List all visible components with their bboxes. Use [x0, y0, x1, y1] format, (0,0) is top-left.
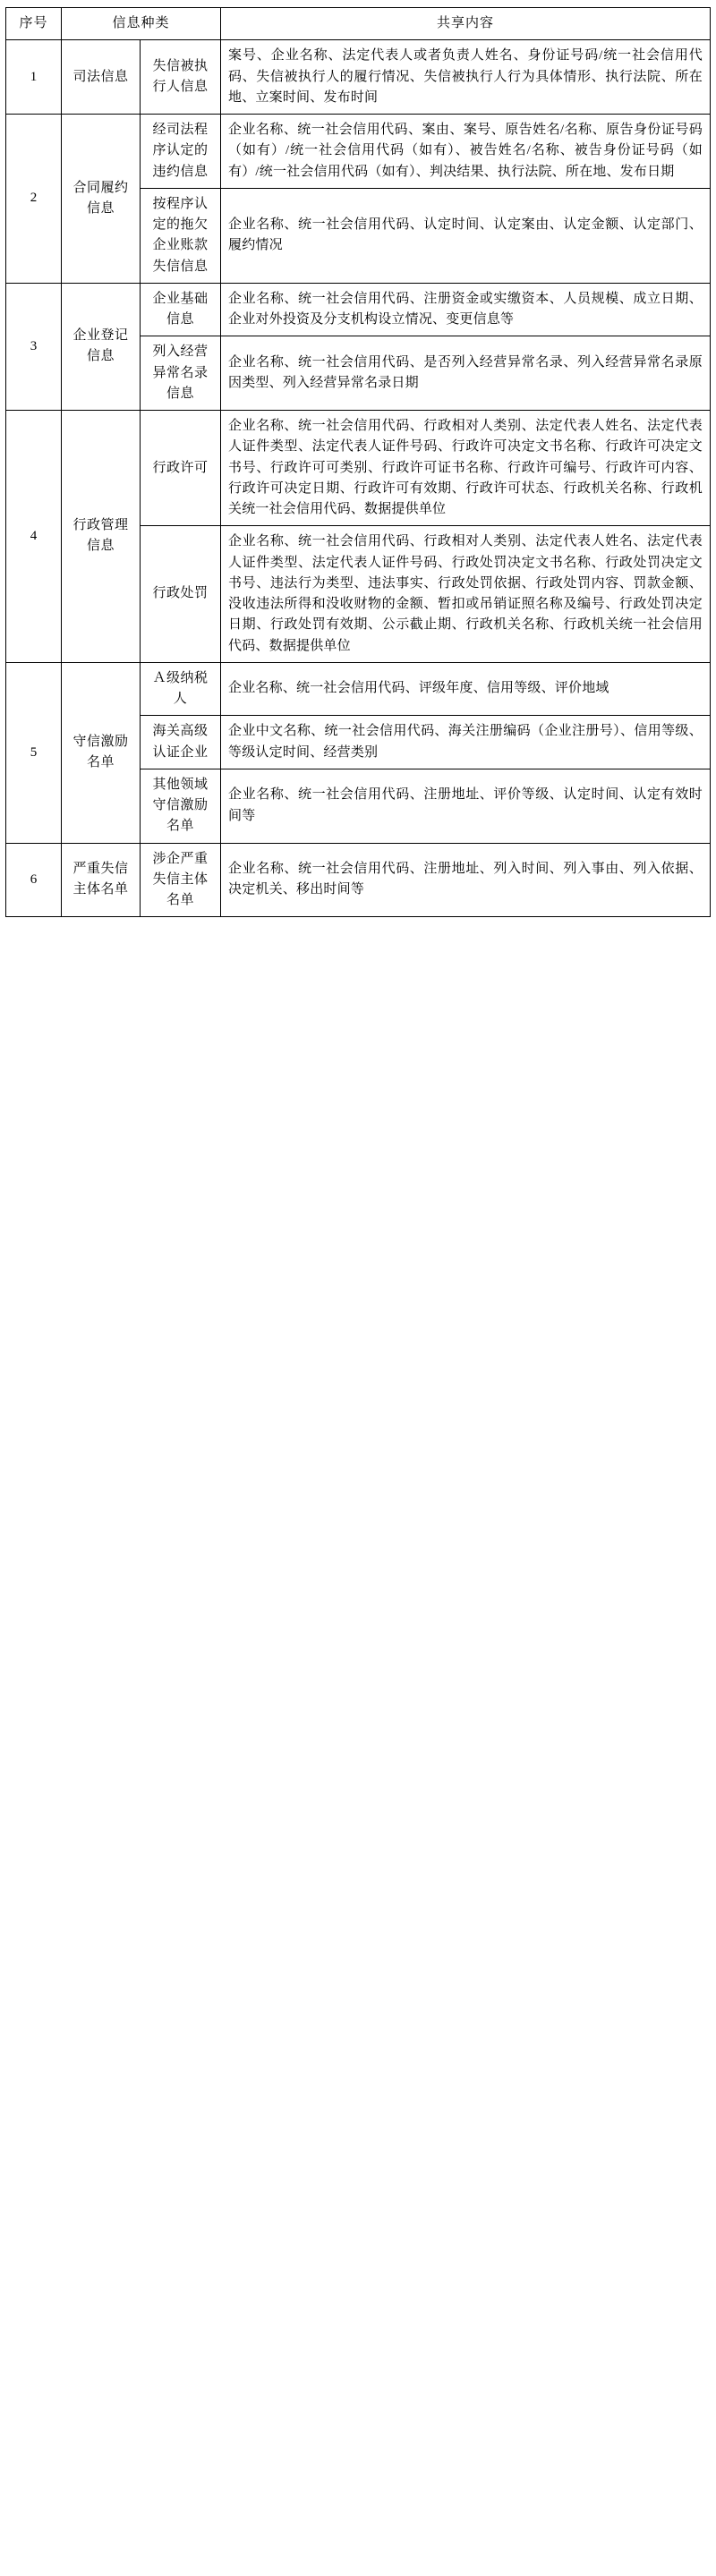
- cell-shared-content: 企业中文名称、统一社会信用代码、海关注册编码（企业注册号）、信用等级、等级认定时间、经营类别: [221, 716, 711, 769]
- table-row: [6, 115, 711, 189]
- cell-information-subtype: 失信被执行人信息: [141, 40, 221, 115]
- cell-information-subtype: 行政处罚: [141, 526, 221, 663]
- cell-shared-content: 企业名称、统一社会信用代码、行政相对人类别、法定代表人姓名、法定代表人证件类型、法定代表人证件号码、行政处罚决定文书名称、行政处罚决定文书号、违法行为类型、违法事实、行政处罚依据、行政处罚内容、罚款金额、没收违法所得和没收财物的金额、暂扣或吊销证照名称及编号、行政处罚决定日期、行政处罚有效期、公示截止期、行政机关名称、行政机关统一社会信用代码、数据提供单位: [221, 526, 711, 663]
- cell-sequence: 1: [6, 40, 62, 115]
- cell-information-subtype: 行政许可: [141, 411, 221, 526]
- cell-information-subtype: Ａ级纳税人: [141, 662, 221, 716]
- column-header-sequence: 序号: [6, 8, 62, 40]
- column-header-shared-content: 共享内容: [221, 8, 711, 40]
- cell-shared-content: 企业名称、统一社会信用代码、评级年度、信用等级、评价地域: [221, 662, 711, 716]
- cell-sequence: 5: [6, 662, 62, 843]
- information-sharing-table: [5, 7, 711, 917]
- cell-information-subtype: 涉企严重失信主体名单: [141, 843, 221, 917]
- cell-sequence: 4: [6, 411, 62, 663]
- cell-information-type: 守信激励名单: [62, 662, 141, 843]
- cell-shared-content: 企业名称、统一社会信用代码、认定时间、认定案由、认定金额、认定部门、履约情况: [221, 188, 711, 283]
- cell-sequence: 6: [6, 843, 62, 917]
- cell-sequence: 3: [6, 283, 62, 410]
- cell-information-type: 司法信息: [62, 40, 141, 115]
- cell-sequence: 2: [6, 115, 62, 284]
- cell-information-subtype: 企业基础信息: [141, 283, 221, 336]
- cell-shared-content: 企业名称、统一社会信用代码、是否列入经营异常名录、列入经营异常名录原因类型、列入经营异常名录日期: [221, 336, 711, 411]
- cell-shared-content: 企业名称、统一社会信用代码、注册地址、评价等级、认定时间、认定有效时间等: [221, 769, 711, 843]
- cell-information-subtype: 经司法程序认定的违约信息: [141, 115, 221, 189]
- table-row: [6, 411, 711, 526]
- table-row: [6, 40, 711, 115]
- cell-information-subtype: 海关高级认证企业: [141, 716, 221, 769]
- table-row: [6, 283, 711, 336]
- cell-shared-content: 企业名称、统一社会信用代码、注册资金或实缴资本、人员规模、成立日期、企业对外投资及分支机构设立情况、变更信息等: [221, 283, 711, 336]
- table-header: [6, 8, 711, 40]
- cell-shared-content: 案号、企业名称、法定代表人或者负责人姓名、身份证号码/统一社会信用代码、失信被执行人的履行情况、失信被执行人行为具体情形、执行法院、所在地、立案时间、发布时间: [221, 40, 711, 115]
- column-header-information-type: 信息种类: [62, 8, 221, 40]
- cell-shared-content: 企业名称、统一社会信用代码、行政相对人类别、法定代表人姓名、法定代表人证件类型、法定代表人证件号码、行政许可决定文书名称、行政许可决定文书号、行政许可可类别、行政许可证书名称、行政许可编号、行政许可内容、行政许可决定日期、行政许可有效期、行政许可状态、行政机关名称、行政机关统一社会信用代码、数据提供单位: [221, 411, 711, 526]
- table-row: [6, 843, 711, 917]
- table-header-row: [6, 8, 711, 40]
- cell-shared-content: 企业名称、统一社会信用代码、案由、案号、原告姓名/名称、原告身份证号码（如有）/统一社会信用代码（如有）、被告姓名/名称、被告身份证号码（如有）/统一社会信用代码（如有）、判决结果、执行法院、所在地、发布日期: [221, 115, 711, 189]
- cell-shared-content: 企业名称、统一社会信用代码、注册地址、列入时间、列入事由、列入依据、决定机关、移出时间等: [221, 843, 711, 917]
- document-page: [0, 0, 716, 926]
- cell-information-type: 合同履约信息: [62, 115, 141, 284]
- cell-information-subtype: 列入经营异常名录信息: [141, 336, 221, 411]
- cell-information-type: 严重失信主体名单: [62, 843, 141, 917]
- cell-information-type: 企业登记信息: [62, 283, 141, 410]
- cell-information-subtype: 其他领域守信激励名单: [141, 769, 221, 843]
- table-body: [6, 40, 711, 917]
- cell-information-type: 行政管理信息: [62, 411, 141, 663]
- table-row: [6, 662, 711, 716]
- cell-information-subtype: 按程序认定的拖欠企业账款失信信息: [141, 188, 221, 283]
